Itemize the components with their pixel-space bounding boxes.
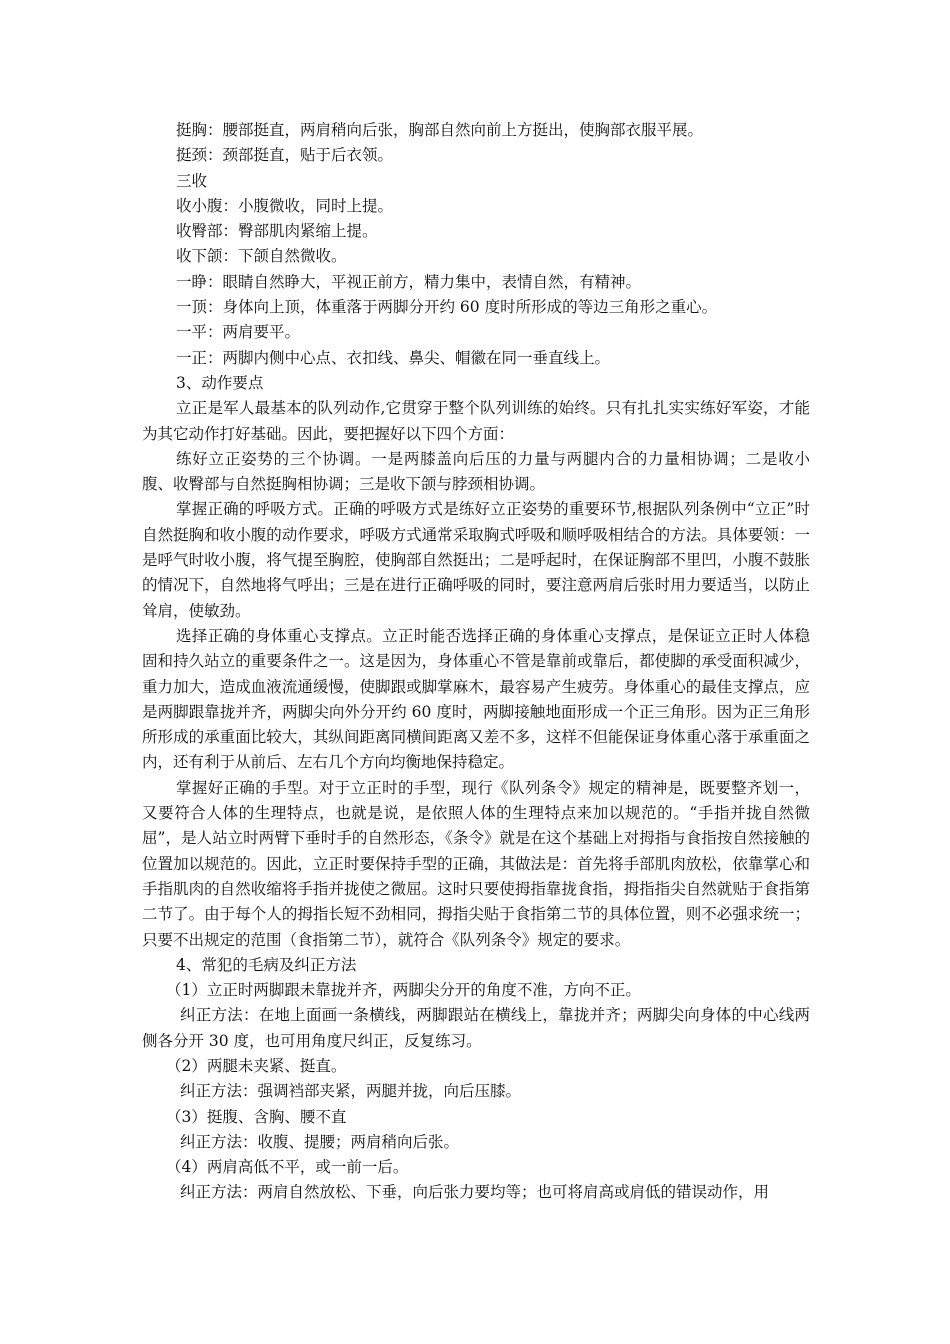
- paragraph: 4、常犯的毛病及纠正方法: [176, 955, 357, 974]
- paragraph: 收下颌：下颌自然微收。: [176, 247, 347, 266]
- paragraph: 掌握正确的呼吸方式。正确的呼吸方式是练好立正姿势的重要环节,根据队列条例中“立正”时自然挺胸和收小腹的动作要求，呼吸方式通常采取胸式呼吸和顺呼吸相结合的方法。具体要领：一是呼气时收小腹，将气提至胸腔，使胸部自然挺出；二是呼起时，在保证胸部不里凹，小腹不鼓胀的情况下，自然地将气呼出；三是在进行正确呼吸的同时，要注意两肩后张时用力要适当，以防止耸肩，使敏劲。: [142, 500, 810, 620]
- paragraph: 掌握好正确的手型。对于立正时的手型，现行《队列条令》规定的精神是，既要整齐划一，又要符合人体的生理特点，也就是说，是依照人体的生理特点来加以规范的。“手指并拢自然微屈”，是人站立时两臂下垂时手的自然形态，《条令》就是在这个基础上对拇指与食指按自然接触的位置加以规范的。因此，立正时要保持手型的正确，其做法是：首先将手部肌肉放松，依靠掌心和手指肌肉的自然收缩将手指并拢使之微屈。这时只要使拇指靠拢食指，拇指指尖自然就贴于食指第二节了。由于每个人的拇指长短不劲相同，拇指尖贴于食指第二节的具体位置，则不必强求统一；只要不出规定的范围（食指第二节），就符合《队列条令》规定的要求。: [142, 778, 810, 949]
- paragraph: （1）立正时两脚跟未靠拢并齐，两脚尖分开的角度不准，方向不正。: [166, 981, 641, 1000]
- paragraph: 收臀部：臀部肌肉紧缩上提。: [176, 222, 378, 241]
- paragraph: 立正是军人最基本的队列动作,它贯穿于整个队列训练的始终。只有扎扎实实练好军姿，才能为其它动作打好基础。因此，要把握好以下四个方面：: [142, 399, 810, 443]
- paragraph: 纠正方法：强调裆部夹紧，两腿并拢，向后压膝。: [180, 1082, 522, 1101]
- paragraph: 三收: [176, 171, 208, 190]
- paragraph: 收小腹：小腹微收，同时上提。: [176, 196, 394, 215]
- paragraph: （2）两腿未夹紧、挺直。: [166, 1056, 347, 1075]
- paragraph: （3）挺腹、含胸、腰不直: [166, 1107, 347, 1126]
- paragraph: 一顶：身体向上顶，体重落于两脚分开约 60 度时所形成的等边三角形之重心。: [176, 298, 718, 317]
- paragraph: 挺胸：腰部挺直，两肩稍向后张，胸部自然向前上方挺出，使胸部衣服平展。: [176, 121, 704, 139]
- paragraph: 3、动作要点: [176, 373, 264, 392]
- paragraph: 一平：两肩要平。: [176, 323, 301, 342]
- paragraph: 一正：两脚内侧中心点、衣扣线、鼻尖、帽徽在同一垂直线上。: [176, 348, 611, 367]
- paragraph: 纠正方法：两肩自然放松、下垂，向后张力要均等；也可将肩高或肩低的错误动作，用: [180, 1183, 770, 1202]
- paragraph: 一睁：眼睛自然睁大，平视正前方，精力集中，表情自然，有精神。: [176, 272, 642, 291]
- paragraph: （4）两肩高低不平，或一前一后。: [166, 1158, 409, 1177]
- paragraph: 纠正方法：在地上面画一条横线，两脚跟站在横线上，靠拢并齐；两脚尖向身体的中心线两侧各分开 30 度，也可用角度尺纠正，反复练习。: [142, 1006, 810, 1050]
- paragraph: 选择正确的身体重心支撑点。立正时能否选择正确的身体重心支撑点，是保证立正时人体稳固和持久站立的重要条件之一。这是因为，身体重心不管是靠前或靠后，都使脚的承受面积减少，重力加大，造成血液流通缓慢，使脚跟或脚掌麻木，最容易产生疲劳。身体重心的最佳支撑点，应是两脚跟靠拢并齐，两脚尖向外分开约 60 度时，两脚接触地面形成一个正三角形。因为正三角形所形成的承重面比较大，其纵间距离同横间距离又差不多，这样不但能保证身体重心落于承重面之内，还有利于从前后、左右几个方向均衡地保持稳定。: [142, 626, 810, 772]
- document-body: [142, 118, 810, 1206]
- paragraph: 练好立正姿势的三个协调。一是两膝盖向后压的力量与两腿内合的力量相协调；二是收小腹、收臀部与自然挺胸相协调；三是收下颌与脖颈相协调。: [142, 449, 810, 494]
- paragraph: 挺颈：颈部挺直，贴于后衣领。: [176, 146, 394, 165]
- paragraph: 纠正方法：收腹、提腰；两肩稍向后张。: [180, 1132, 460, 1151]
